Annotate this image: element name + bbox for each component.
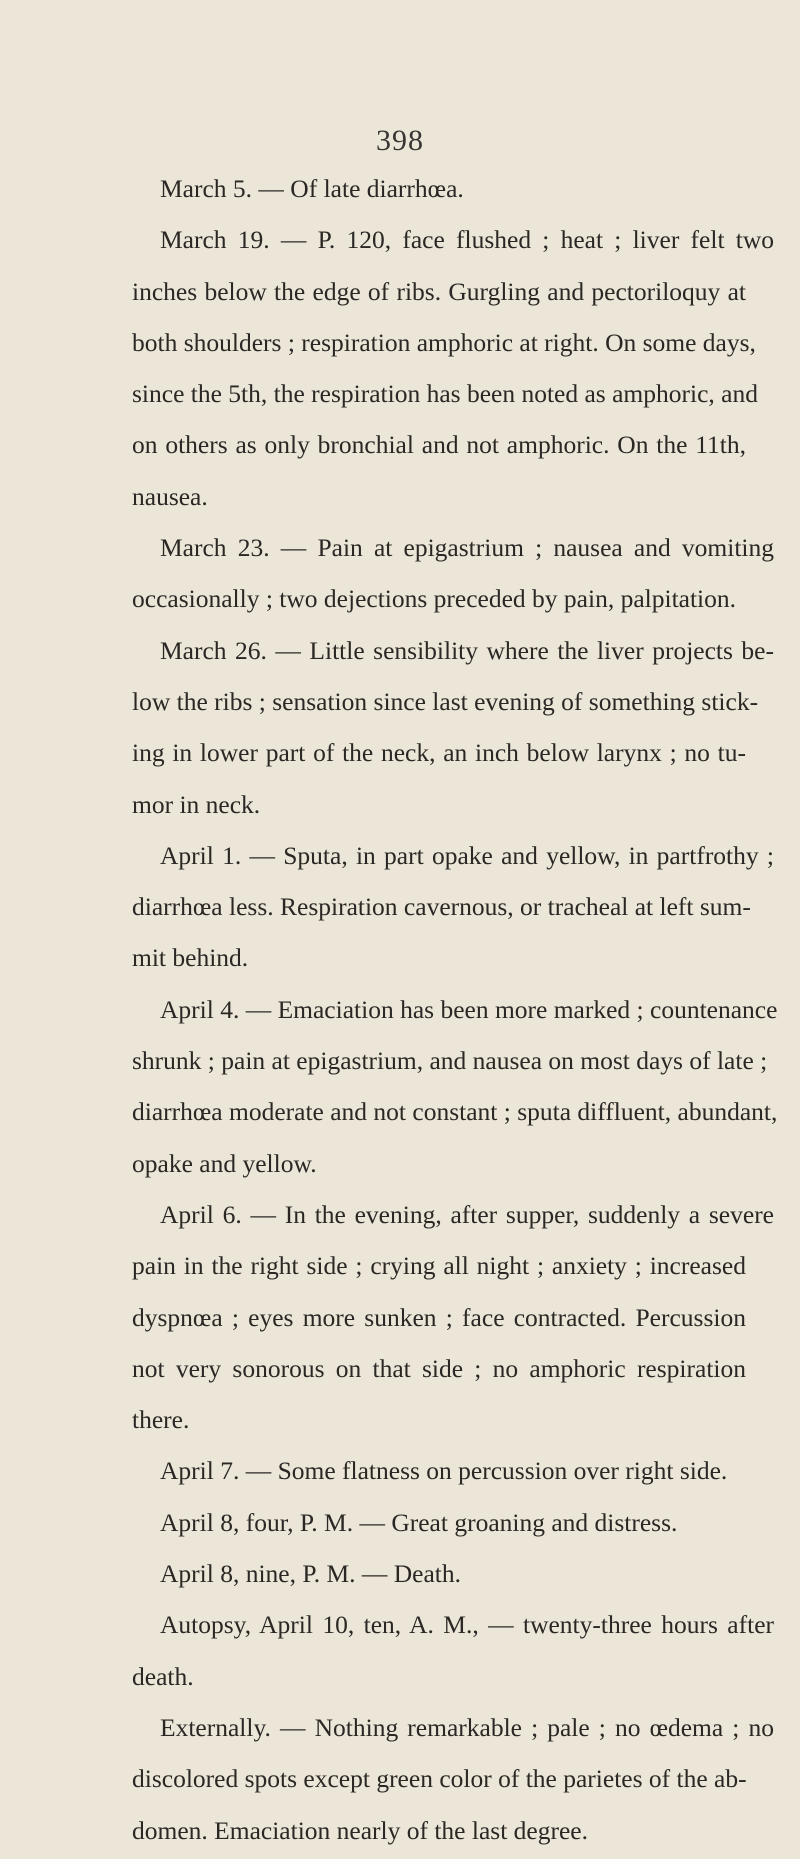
entry-april-1 bbox=[132, 833, 800, 987]
entry-april-8-four bbox=[160, 1500, 800, 1551]
text-line: domen. Emaciation nearly of the last degree. bbox=[132, 1815, 588, 1845]
text-line: mor in neck. bbox=[132, 789, 261, 819]
entry-march-26 bbox=[132, 628, 800, 833]
entry-april-8-nine bbox=[160, 1551, 800, 1602]
text-line: low the ribs ; sensation since last evening of something stick- bbox=[132, 686, 759, 716]
text-line: occasionally ; two dejections preceded by pain, palpitation. bbox=[132, 584, 737, 614]
text-line: April 1. — Sputa, in part opake and yellow, in partfrothy ; bbox=[160, 840, 774, 870]
entry-externally bbox=[132, 1705, 800, 1859]
text-line: ing in lower part of the neck, an inch below larynx ; no tu- bbox=[132, 738, 746, 768]
text-line: April 8, four, P. M. — Great groaning and distress. bbox=[160, 1507, 678, 1537]
page-number: 398 bbox=[376, 124, 424, 157]
entry-march-23 bbox=[132, 525, 800, 628]
text-line: inches below the edge of ribs. Gurgling and pectoriloquy at bbox=[132, 276, 746, 306]
text-line: not very sonorous on that side ; no amphoric respiration bbox=[132, 1353, 746, 1383]
text-line: Autopsy, April 10, ten, A. M., — twenty-three hours after bbox=[160, 1610, 774, 1640]
text-line: dyspnœa ; eyes more sunken ; face contracted. Percussion bbox=[132, 1302, 746, 1332]
text-line: March 5. — Of late diarrhœa. bbox=[160, 174, 464, 203]
entry-march-19 bbox=[132, 217, 800, 525]
text-line: death. bbox=[132, 1661, 194, 1691]
entry-april-4 bbox=[132, 987, 800, 1192]
text-line: there. bbox=[132, 1405, 190, 1435]
text-line: since the 5th, the respiration has been noted as amphoric, and bbox=[132, 379, 758, 409]
entry-march-5 bbox=[160, 166, 800, 217]
entry-april-7 bbox=[160, 1448, 800, 1499]
text-line: March 19. — P. 120, face flushed ; heat ; liver felt two bbox=[160, 225, 774, 255]
text-line: nausea. bbox=[132, 481, 208, 511]
text-line: opake and yellow. bbox=[132, 1148, 317, 1178]
text-line: on others as only bronchial and not amphoric. On the 11th, bbox=[132, 430, 746, 460]
entry-autopsy bbox=[132, 1602, 800, 1705]
text-line: April 8, nine, P. M. — Death. bbox=[160, 1559, 462, 1589]
text-line: March 26. — Little sensibility where the liver projects be- bbox=[160, 635, 774, 665]
entry-april-6 bbox=[132, 1192, 800, 1448]
text-line: shrunk ; pain at epigastrium, and nausea on most days of late ; bbox=[132, 1046, 768, 1076]
text-line: March 23. — Pain at epigastrium ; nausea and vomiting bbox=[160, 533, 774, 563]
body-text bbox=[132, 166, 800, 1859]
text-line: pain in the right side ; crying all night ; anxiety ; increased bbox=[132, 1251, 746, 1281]
text-line: both shoulders ; respiration amphoric at right. On some days, bbox=[132, 327, 756, 357]
text-line: April 4. — Emaciation has been more marked ; countenance bbox=[160, 994, 778, 1024]
text-line: April 7. — Some flatness on percussion over right side. bbox=[160, 1456, 728, 1486]
text-line: April 6. — In the evening, after supper, suddenly a severe bbox=[160, 1199, 774, 1229]
text-line: Externally. — Nothing remarkable ; pale ; no œdema ; no bbox=[160, 1712, 774, 1742]
text-line: diarrhœa less. Respiration cavernous, or tracheal at left sum- bbox=[132, 892, 751, 922]
text-line: diarrhœa moderate and not constant ; sputa diffluent, abundant, bbox=[132, 1097, 778, 1127]
text-line: discolored spots except green color of the parietes of the ab- bbox=[132, 1764, 747, 1794]
text-line: mit behind. bbox=[132, 943, 249, 973]
